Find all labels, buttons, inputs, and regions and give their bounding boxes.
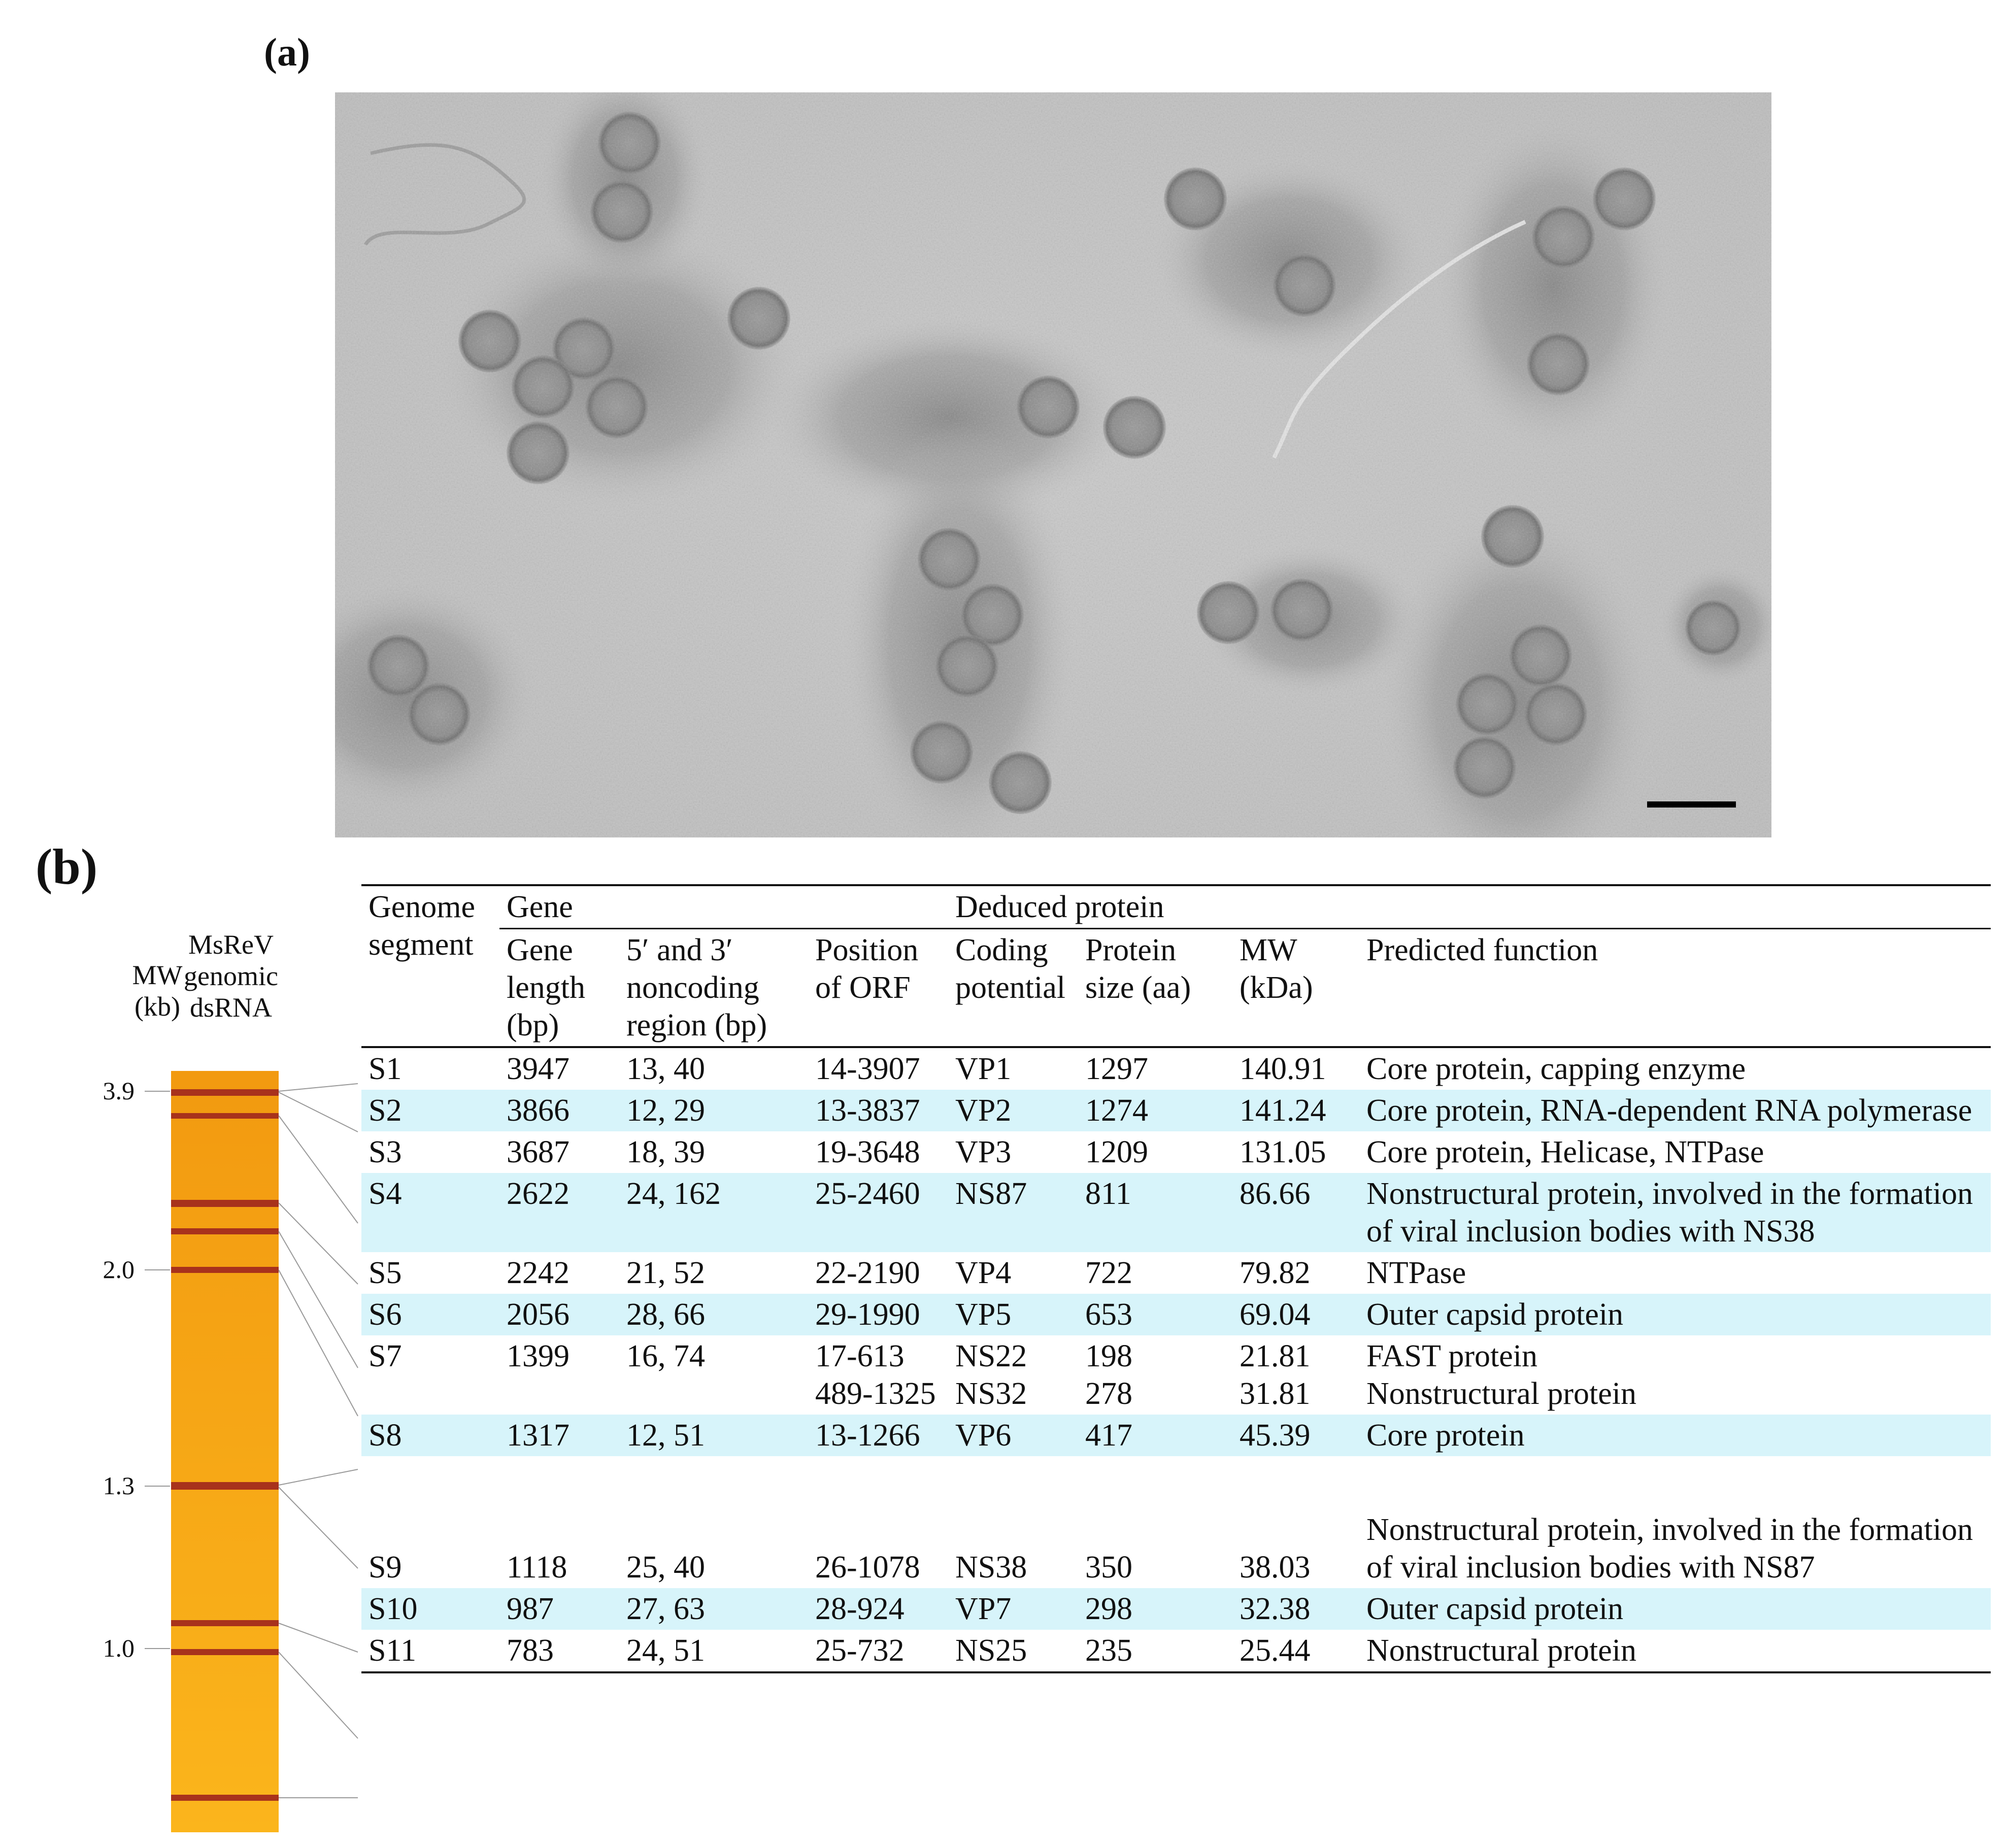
cell-coding-potential: VP1 [955,1052,1012,1086]
cell-coding-potential: VP7 [948,1588,1078,1630]
cell-predicted-function: Core protein, Helicase, NTPase [1366,1135,1764,1169]
cell-protein-size: 1209 [1085,1135,1148,1169]
cell-noncoding: 16, 74 [626,1339,705,1373]
cell-gene-length: 1399 [507,1339,570,1373]
header-gene-length: Gene length (bp) [507,933,585,1043]
cell-coding-potential: NS25 [955,1633,1027,1668]
cell-mw: 140.91 [1240,1052,1326,1086]
cell-gene-length: 987 [499,1588,619,1630]
cell-noncoding: 12, 51 [619,1415,808,1456]
header-gene: Gene [499,885,619,929]
cell-orf: 17-613 489-1325 [815,1339,936,1411]
cell-orf: 13-1266 [808,1415,948,1456]
cell-orf: 22-2190 [815,1256,920,1290]
cell-gene-length: 3947 [507,1052,570,1086]
cell-gene-length: 2622 [499,1173,619,1252]
cell-protein-size: 198 278 [1085,1339,1132,1411]
cell-coding-potential: NS38 [955,1550,1027,1585]
cell-noncoding: 18, 39 [626,1135,705,1169]
cell-predicted-function: Nonstructural protein [1366,1633,1637,1668]
table-row [361,1630,1991,1672]
lane-label [168,929,294,1023]
cell-predicted-function: Core protein [1359,1415,1991,1456]
cell-noncoding: 25, 40 [626,1550,705,1585]
cell-segment: S11 [369,1633,417,1668]
cell-coding-potential: VP6 [948,1415,1078,1456]
header-deduced-protein: Deduced protein [948,885,1991,929]
mw-tick-3.9: 3.9 [103,1077,135,1105]
cell-coding-potential: VP3 [955,1135,1012,1169]
cell-mw: 69.04 [1232,1294,1359,1335]
cell-segment: S9 [369,1550,402,1585]
cell-segment: S2 [361,1090,499,1131]
table-header-row-1 [361,885,1991,929]
cell-noncoding: 27, 63 [619,1588,808,1630]
table-row [361,1090,1991,1131]
table-row [361,1588,1991,1630]
cell-mw: 131.05 [1240,1135,1326,1169]
cell-orf: 29-1990 [808,1294,948,1335]
cell-protein-size: 1297 [1085,1052,1148,1086]
table-header-row-2 [361,929,1991,1048]
mw-axis-label-text: MW (kb) [132,960,183,1022]
cell-predicted-function: Nonstructural protein, involved in the formation of viral inclusion bodies with NS87 [1366,1513,1973,1585]
cell-mw: 141.24 [1232,1090,1359,1131]
table-body [361,1047,1991,1672]
cell-orf: 14-3907 [815,1052,920,1086]
cell-noncoding: 28, 66 [619,1294,808,1335]
header-function: Predicted function [1366,933,1598,967]
header-mw: MW (kDa) [1240,933,1313,1005]
cell-predicted-function: FAST protein Nonstructural protein [1366,1339,1637,1411]
cell-gene-length: 1317 [499,1415,619,1456]
cell-orf: 25-732 [815,1633,905,1668]
cell-segment: S1 [369,1052,402,1086]
electron-micrograph [335,92,1771,837]
gel-panel [0,929,365,1842]
header-genome-segment: Genome segment [361,885,499,1047]
header-size: Protein size (aa) [1085,933,1191,1005]
cell-gene-length: 783 [507,1633,554,1668]
cell-protein-size: 811 [1078,1173,1232,1252]
mw-tick-2.0: 2.0 [103,1255,135,1284]
cell-mw: 21.81 31.81 [1240,1339,1311,1411]
cell-protein-size: 235 [1085,1633,1132,1668]
cell-predicted-function: Core protein, RNA-dependent RNA polymerase [1359,1090,1991,1131]
cell-predicted-function: Core protein, capping enzyme [1366,1052,1746,1086]
table-row [361,1252,1991,1294]
cell-protein-size: 722 [1085,1256,1132,1290]
cell-gene-length: 3866 [499,1090,619,1131]
cell-mw: 32.38 [1232,1588,1359,1630]
mw-tick-1.3: 1.3 [103,1471,135,1500]
cell-gene-length: 3687 [507,1135,570,1169]
table-row [361,1294,1991,1335]
panel-label-b: (b) [36,838,98,895]
cell-segment: S8 [361,1415,499,1456]
cell-protein-size: 653 [1078,1294,1232,1335]
genome-segment-table [361,884,1991,1673]
cell-predicted-function: Outer capsid protein [1359,1294,1991,1335]
cell-orf: 25-2460 [808,1173,948,1252]
cell-mw: 79.82 [1240,1256,1311,1290]
cell-noncoding: 24, 162 [619,1173,808,1252]
cell-coding-potential: VP2 [948,1090,1078,1131]
cell-mw: 25.44 [1240,1633,1311,1668]
cell-coding-potential: NS22 NS32 [955,1339,1027,1411]
cell-coding-potential: VP5 [948,1294,1078,1335]
cell-predicted-function: NTPase [1366,1256,1466,1290]
cell-segment: S6 [361,1294,499,1335]
table-row [361,1415,1991,1456]
cell-noncoding: 13, 40 [626,1052,705,1086]
table-row [361,1335,1991,1415]
cell-gene-length: 2242 [507,1256,570,1290]
cell-mw: 45.39 [1232,1415,1359,1456]
cell-orf: 26-1078 [815,1550,920,1585]
scale-bar [1647,801,1736,808]
cell-mw: 86.66 [1232,1173,1359,1252]
cell-noncoding: 12, 29 [619,1090,808,1131]
table-row [361,1456,1991,1588]
cell-noncoding: 24, 51 [626,1633,705,1668]
panel-label-a: (a) [264,30,310,74]
header-orf: Position of ORF [815,933,919,1005]
cell-segment: S4 [361,1173,499,1252]
cell-protein-size: 417 [1078,1415,1232,1456]
table-row [361,1173,1991,1252]
cell-segment: S3 [369,1135,402,1169]
cell-coding-potential: VP4 [955,1256,1012,1290]
cell-protein-size: 1274 [1078,1090,1232,1131]
cell-protein-size: 298 [1078,1588,1232,1630]
cell-orf: 13-3837 [808,1090,948,1131]
cell-predicted-function: Outer capsid protein [1359,1588,1991,1630]
cell-segment: S5 [369,1256,402,1290]
cell-coding-potential: NS87 [948,1173,1078,1252]
cell-predicted-function: Nonstructural protein, involved in the formation of viral inclusion bodies with NS38 [1359,1173,1991,1252]
lane-label-text: MsReV genomic dsRNA [184,929,278,1023]
cell-orf: 28-924 [808,1588,948,1630]
mw-tick-1.0: 1.0 [103,1634,135,1662]
cell-noncoding: 21, 52 [626,1256,705,1290]
cell-mw: 38.03 [1240,1550,1311,1585]
cell-protein-size: 350 [1085,1550,1132,1585]
table-row [361,1047,1991,1090]
cell-gene-length: 2056 [499,1294,619,1335]
header-noncoding: 5′ and 3′ noncoding region (bp) [626,933,767,1043]
header-coding: Coding potential [955,933,1065,1005]
cell-segment: S7 [369,1339,402,1373]
cell-gene-length: 1118 [507,1550,567,1585]
cell-orf: 19-3648 [815,1135,920,1169]
cell-segment: S10 [361,1588,499,1630]
table-row [361,1131,1991,1173]
